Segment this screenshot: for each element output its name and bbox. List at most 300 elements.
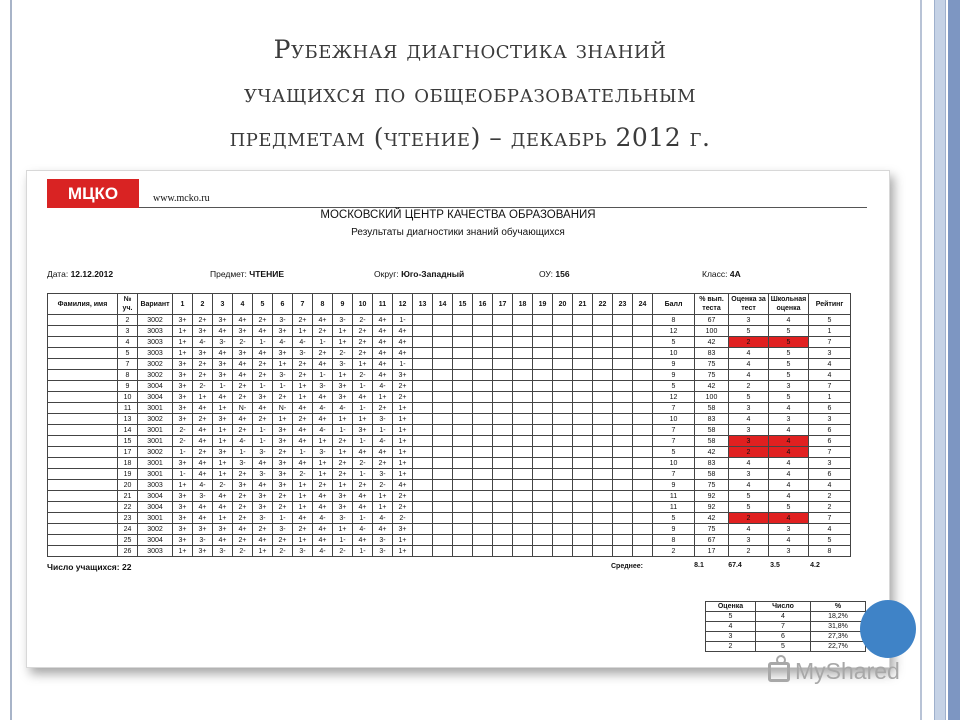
answer-cell xyxy=(633,524,653,535)
answer-cell: 3- xyxy=(193,491,213,502)
answer-cell xyxy=(473,359,493,370)
student-number-cell: 11 xyxy=(118,403,138,414)
answer-cell xyxy=(493,337,513,348)
answer-cell xyxy=(553,546,573,557)
column-header: 1 xyxy=(173,294,193,315)
school-grade-cell: 3 xyxy=(769,381,809,392)
answer-cell: 4+ xyxy=(213,326,233,337)
column-header: 22 xyxy=(593,294,613,315)
column-header: Вариант xyxy=(138,294,173,315)
summary-header-cell: Число xyxy=(756,602,811,612)
table-header-row xyxy=(48,294,851,315)
column-header: 13 xyxy=(413,294,433,315)
answer-cell: 3+ xyxy=(273,480,293,491)
student-name-cell xyxy=(48,546,118,557)
answer-cell: 3+ xyxy=(193,326,213,337)
answer-cell xyxy=(453,337,473,348)
score-cell: 9 xyxy=(653,524,695,535)
table-row xyxy=(48,535,851,546)
answer-cell: 2+ xyxy=(233,392,253,403)
meta-district: Округ: Юго-Западный xyxy=(374,269,465,279)
answer-cell: 2+ xyxy=(373,458,393,469)
answer-cell: 4+ xyxy=(373,315,393,326)
percent-cell: 58 xyxy=(695,403,729,414)
answer-cell xyxy=(613,524,633,535)
student-name-cell xyxy=(48,436,118,447)
rating-cell: 1 xyxy=(809,392,851,403)
summary-cell: 18,2% xyxy=(811,612,866,622)
answer-cell: 4- xyxy=(353,524,373,535)
answer-cell: 1- xyxy=(253,425,273,436)
answer-cell xyxy=(553,381,573,392)
answer-cell xyxy=(573,359,593,370)
answer-cell: 3+ xyxy=(253,502,273,513)
answer-cell: 3- xyxy=(373,535,393,546)
answer-cell xyxy=(533,491,553,502)
answer-cell xyxy=(493,535,513,546)
answer-cell xyxy=(573,458,593,469)
column-header: 3 xyxy=(213,294,233,315)
answer-cell: 1- xyxy=(393,359,413,370)
score-cell: 11 xyxy=(653,502,695,513)
table-row xyxy=(48,458,851,469)
answer-cell: 4+ xyxy=(253,403,273,414)
student-number-cell: 14 xyxy=(118,425,138,436)
answer-cell: 4+ xyxy=(253,326,273,337)
answer-cell xyxy=(573,414,593,425)
rating-cell: 3 xyxy=(809,348,851,359)
percent-cell: 67 xyxy=(695,535,729,546)
table-row xyxy=(48,546,851,557)
average-label: Среднее: xyxy=(611,563,644,570)
test-grade-cell: 4 xyxy=(729,370,769,381)
answer-cell: 4+ xyxy=(213,502,233,513)
answer-cell: 1- xyxy=(213,381,233,392)
answer-cell: 3+ xyxy=(193,524,213,535)
table-row xyxy=(48,436,851,447)
answer-cell xyxy=(473,480,493,491)
answer-cell xyxy=(493,524,513,535)
variant-cell: 3001 xyxy=(138,458,173,469)
answer-cell xyxy=(533,546,553,557)
answer-cell: 2- xyxy=(333,348,353,359)
answer-cell xyxy=(413,403,433,414)
rating-cell: 2 xyxy=(809,491,851,502)
score-cell: 9 xyxy=(653,359,695,370)
answer-cell: 3+ xyxy=(193,546,213,557)
answer-cell: 2+ xyxy=(373,403,393,414)
answer-cell xyxy=(533,370,553,381)
answer-cell: 4+ xyxy=(373,370,393,381)
answer-cell xyxy=(613,414,633,425)
student-name-cell xyxy=(48,535,118,546)
answer-cell: 1+ xyxy=(393,447,413,458)
answer-cell: 1- xyxy=(333,425,353,436)
answer-cell xyxy=(573,480,593,491)
variant-cell: 3002 xyxy=(138,370,173,381)
answer-cell xyxy=(573,337,593,348)
answer-cell: 2+ xyxy=(193,370,213,381)
answer-cell xyxy=(473,491,493,502)
answer-cell: 1- xyxy=(353,403,373,414)
answer-cell: 4+ xyxy=(293,458,313,469)
answer-cell: 1+ xyxy=(393,436,413,447)
student-number-cell: 26 xyxy=(118,546,138,557)
answer-cell: 3+ xyxy=(173,535,193,546)
answer-cell: 4+ xyxy=(393,337,413,348)
percent-cell: 75 xyxy=(695,524,729,535)
answer-cell xyxy=(573,546,593,557)
answer-cell: 3- xyxy=(273,315,293,326)
summary-cell: 5 xyxy=(756,642,811,652)
summary-header-cell: Оценка xyxy=(706,602,756,612)
student-name-cell xyxy=(48,370,118,381)
answer-cell: 3- xyxy=(273,524,293,535)
answer-cell xyxy=(633,480,653,491)
table-row xyxy=(48,469,851,480)
variant-cell: 3002 xyxy=(138,414,173,425)
column-header: 17 xyxy=(493,294,513,315)
answer-cell: 2+ xyxy=(253,414,273,425)
test-grade-cell: 4 xyxy=(729,348,769,359)
answer-cell: 4+ xyxy=(213,535,233,546)
results-table xyxy=(47,293,851,557)
answer-cell xyxy=(593,458,613,469)
column-header: 19 xyxy=(533,294,553,315)
answer-cell: 1+ xyxy=(353,414,373,425)
student-name-cell xyxy=(48,348,118,359)
answer-cell: 1+ xyxy=(333,414,353,425)
answer-cell xyxy=(473,535,493,546)
answer-cell xyxy=(493,414,513,425)
answer-cell xyxy=(633,513,653,524)
variant-cell: 3003 xyxy=(138,326,173,337)
answer-cell xyxy=(533,315,553,326)
answer-cell: 1+ xyxy=(293,535,313,546)
answer-cell xyxy=(633,392,653,403)
answer-cell: 2- xyxy=(173,425,193,436)
average-test-grade: 3.5 xyxy=(770,562,780,569)
answer-cell: 1+ xyxy=(273,359,293,370)
answer-cell: 1- xyxy=(313,337,333,348)
column-header: Оценка за тест xyxy=(729,294,769,315)
column-header: 15 xyxy=(453,294,473,315)
student-number-cell: 21 xyxy=(118,491,138,502)
student-number-cell: 7 xyxy=(118,359,138,370)
answer-cell: 4+ xyxy=(233,414,253,425)
answer-cell: 1+ xyxy=(393,425,413,436)
answer-cell: 2+ xyxy=(293,370,313,381)
variant-cell: 3003 xyxy=(138,546,173,557)
student-name-cell xyxy=(48,491,118,502)
test-grade-cell: 5 xyxy=(729,491,769,502)
answer-cell xyxy=(613,381,633,392)
answer-cell xyxy=(473,337,493,348)
student-count: Число учащихся: 22 xyxy=(47,562,132,572)
test-grade-cell: 4 xyxy=(729,458,769,469)
answer-cell xyxy=(553,425,573,436)
answer-cell: 2+ xyxy=(233,513,253,524)
answer-cell xyxy=(613,513,633,524)
column-header: 18 xyxy=(513,294,533,315)
variant-cell: 3004 xyxy=(138,502,173,513)
percent-cell: 83 xyxy=(695,348,729,359)
answer-cell xyxy=(453,447,473,458)
answer-cell: 2+ xyxy=(193,447,213,458)
score-cell: 7 xyxy=(653,436,695,447)
summary-cell: 7 xyxy=(756,622,811,632)
answer-cell: 1+ xyxy=(393,535,413,546)
answer-cell xyxy=(433,535,453,546)
answer-cell xyxy=(413,469,433,480)
score-cell: 12 xyxy=(653,326,695,337)
school-grade-cell: 4 xyxy=(769,436,809,447)
answer-cell: 4- xyxy=(373,381,393,392)
answer-cell xyxy=(593,425,613,436)
answer-cell xyxy=(513,370,533,381)
answer-cell: 2+ xyxy=(193,414,213,425)
answer-cell xyxy=(513,359,533,370)
answer-cell: 1+ xyxy=(353,359,373,370)
answer-cell: 2- xyxy=(173,436,193,447)
answer-cell xyxy=(453,535,473,546)
meta-subject: Предмет: ЧТЕНИЕ xyxy=(210,269,285,279)
answer-cell: 1+ xyxy=(293,491,313,502)
answer-cell xyxy=(493,436,513,447)
answer-cell: 2- xyxy=(393,513,413,524)
org-title: МОСКОВСКИЙ ЦЕНТР КАЧЕСТВА ОБРАЗОВАНИЯ xyxy=(320,209,596,221)
answer-cell xyxy=(533,480,553,491)
answer-cell xyxy=(573,447,593,458)
answer-cell: 1+ xyxy=(373,392,393,403)
answer-cell xyxy=(593,414,613,425)
decorative-circle xyxy=(860,600,916,658)
answer-cell xyxy=(413,480,433,491)
column-header: 20 xyxy=(553,294,573,315)
student-name-cell xyxy=(48,447,118,458)
answer-cell xyxy=(453,524,473,535)
answer-cell: 2- xyxy=(213,480,233,491)
answer-cell xyxy=(533,502,553,513)
answer-cell: 2- xyxy=(293,469,313,480)
answer-cell: 4+ xyxy=(353,392,373,403)
answer-cell xyxy=(593,392,613,403)
percent-cell: 42 xyxy=(695,381,729,392)
rating-cell: 5 xyxy=(809,535,851,546)
answer-cell xyxy=(633,436,653,447)
answer-cell xyxy=(493,381,513,392)
right-frame-line xyxy=(920,0,922,720)
test-grade-cell: 2 xyxy=(729,447,769,458)
answer-cell: 3+ xyxy=(253,491,273,502)
answer-cell: 4+ xyxy=(193,403,213,414)
answer-cell xyxy=(453,348,473,359)
answer-cell xyxy=(433,491,453,502)
answer-cell xyxy=(433,502,453,513)
answer-cell xyxy=(513,513,533,524)
answer-cell xyxy=(413,370,433,381)
percent-cell: 67 xyxy=(695,315,729,326)
answer-cell: 3- xyxy=(193,535,213,546)
answer-cell xyxy=(573,524,593,535)
answer-cell xyxy=(593,348,613,359)
score-cell: 9 xyxy=(653,370,695,381)
answer-cell xyxy=(613,337,633,348)
average-percent: 67.4 xyxy=(728,562,742,569)
report-document xyxy=(26,170,890,668)
test-grade-cell: 4 xyxy=(729,480,769,491)
answer-cell xyxy=(613,425,633,436)
answer-cell: 1+ xyxy=(213,403,233,414)
school-grade-cell: 3 xyxy=(769,414,809,425)
answer-cell: 1+ xyxy=(333,337,353,348)
answer-cell xyxy=(433,447,453,458)
test-grade-cell: 2 xyxy=(729,337,769,348)
answer-cell: 2- xyxy=(353,315,373,326)
answer-cell: 3+ xyxy=(173,414,193,425)
answer-cell: 4- xyxy=(313,513,333,524)
student-name-cell xyxy=(48,359,118,370)
answer-cell: 3- xyxy=(333,359,353,370)
answer-cell: 1+ xyxy=(393,546,413,557)
answer-cell: 3+ xyxy=(333,491,353,502)
test-grade-cell: 4 xyxy=(729,524,769,535)
answer-cell: 4- xyxy=(233,436,253,447)
rating-cell: 7 xyxy=(809,381,851,392)
school-grade-cell: 5 xyxy=(769,502,809,513)
answer-cell: 4+ xyxy=(193,513,213,524)
answer-cell xyxy=(433,480,453,491)
test-grade-cell: 3 xyxy=(729,403,769,414)
answer-cell xyxy=(493,458,513,469)
answer-cell: 1- xyxy=(253,436,273,447)
rating-cell: 4 xyxy=(809,480,851,491)
answer-cell xyxy=(413,513,433,524)
answer-cell xyxy=(553,414,573,425)
answer-cell: 4+ xyxy=(193,436,213,447)
answer-cell xyxy=(553,370,573,381)
variant-cell: 3001 xyxy=(138,469,173,480)
answer-cell xyxy=(633,469,653,480)
answer-cell xyxy=(573,403,593,414)
answer-cell: 4- xyxy=(373,513,393,524)
answer-cell: 4+ xyxy=(373,447,393,458)
score-cell: 7 xyxy=(653,425,695,436)
answer-cell: 1+ xyxy=(393,403,413,414)
answer-cell xyxy=(573,370,593,381)
answer-cell: 1- xyxy=(353,381,373,392)
answer-cell xyxy=(513,381,533,392)
summary-cell: 27,3% xyxy=(811,632,866,642)
summary-row xyxy=(706,622,866,632)
rating-cell: 4 xyxy=(809,359,851,370)
answer-cell xyxy=(453,381,473,392)
answer-cell: 3+ xyxy=(213,447,233,458)
test-grade-cell: 5 xyxy=(729,502,769,513)
title-line-1: Рубежная диагностика знаний xyxy=(273,35,667,64)
answer-cell xyxy=(593,524,613,535)
answer-cell: 4+ xyxy=(193,425,213,436)
summary-cell: 4 xyxy=(706,622,756,632)
table-row xyxy=(48,359,851,370)
answer-cell xyxy=(533,447,553,458)
answer-cell: 4+ xyxy=(293,513,313,524)
answer-cell xyxy=(533,326,553,337)
answer-cell xyxy=(533,425,553,436)
answer-cell xyxy=(433,315,453,326)
test-grade-cell: 3 xyxy=(729,436,769,447)
answer-cell xyxy=(613,491,633,502)
answer-cell: 1+ xyxy=(373,491,393,502)
answer-cell xyxy=(433,370,453,381)
answer-cell xyxy=(453,469,473,480)
answer-cell xyxy=(453,326,473,337)
school-grade-cell: 5 xyxy=(769,337,809,348)
answer-cell: 2+ xyxy=(233,502,253,513)
answer-cell: 4- xyxy=(193,480,213,491)
answer-cell: 3- xyxy=(213,337,233,348)
score-cell: 11 xyxy=(653,491,695,502)
answer-cell xyxy=(473,414,493,425)
answer-cell xyxy=(633,326,653,337)
answer-cell xyxy=(573,326,593,337)
score-cell: 5 xyxy=(653,513,695,524)
answer-cell xyxy=(453,513,473,524)
answer-cell: 3+ xyxy=(333,502,353,513)
answer-cell: 4- xyxy=(193,337,213,348)
answer-cell: 1+ xyxy=(173,480,193,491)
student-name-cell xyxy=(48,414,118,425)
column-header: 7 xyxy=(293,294,313,315)
answer-cell: 3+ xyxy=(333,381,353,392)
answer-cell xyxy=(433,436,453,447)
summary-cell: 2 xyxy=(706,642,756,652)
student-name-cell xyxy=(48,326,118,337)
answer-cell xyxy=(633,359,653,370)
answer-cell: 1+ xyxy=(213,436,233,447)
table-row xyxy=(48,425,851,436)
answer-cell: 4+ xyxy=(293,403,313,414)
answer-cell: 1- xyxy=(173,469,193,480)
answer-cell xyxy=(433,513,453,524)
rating-cell: 7 xyxy=(809,513,851,524)
test-grade-cell: 2 xyxy=(729,546,769,557)
answer-cell: 3+ xyxy=(173,370,193,381)
percent-cell: 42 xyxy=(695,447,729,458)
school-grade-cell: 5 xyxy=(769,326,809,337)
answer-cell: 3- xyxy=(313,381,333,392)
answer-cell: 2+ xyxy=(293,414,313,425)
percent-cell: 92 xyxy=(695,491,729,502)
answer-cell xyxy=(533,359,553,370)
answer-cell: 2+ xyxy=(393,491,413,502)
answer-cell xyxy=(593,480,613,491)
answer-cell: 2- xyxy=(273,546,293,557)
table-row xyxy=(48,315,851,326)
answer-cell: 1+ xyxy=(313,469,333,480)
answer-cell: 3+ xyxy=(173,359,193,370)
answer-cell xyxy=(473,348,493,359)
student-number-cell: 13 xyxy=(118,414,138,425)
table-row xyxy=(48,370,851,381)
student-name-cell xyxy=(48,480,118,491)
answer-cell: 2+ xyxy=(353,348,373,359)
answer-cell xyxy=(613,447,633,458)
answer-cell xyxy=(593,381,613,392)
answer-cell xyxy=(453,425,473,436)
answer-cell xyxy=(493,348,513,359)
answer-cell xyxy=(553,524,573,535)
